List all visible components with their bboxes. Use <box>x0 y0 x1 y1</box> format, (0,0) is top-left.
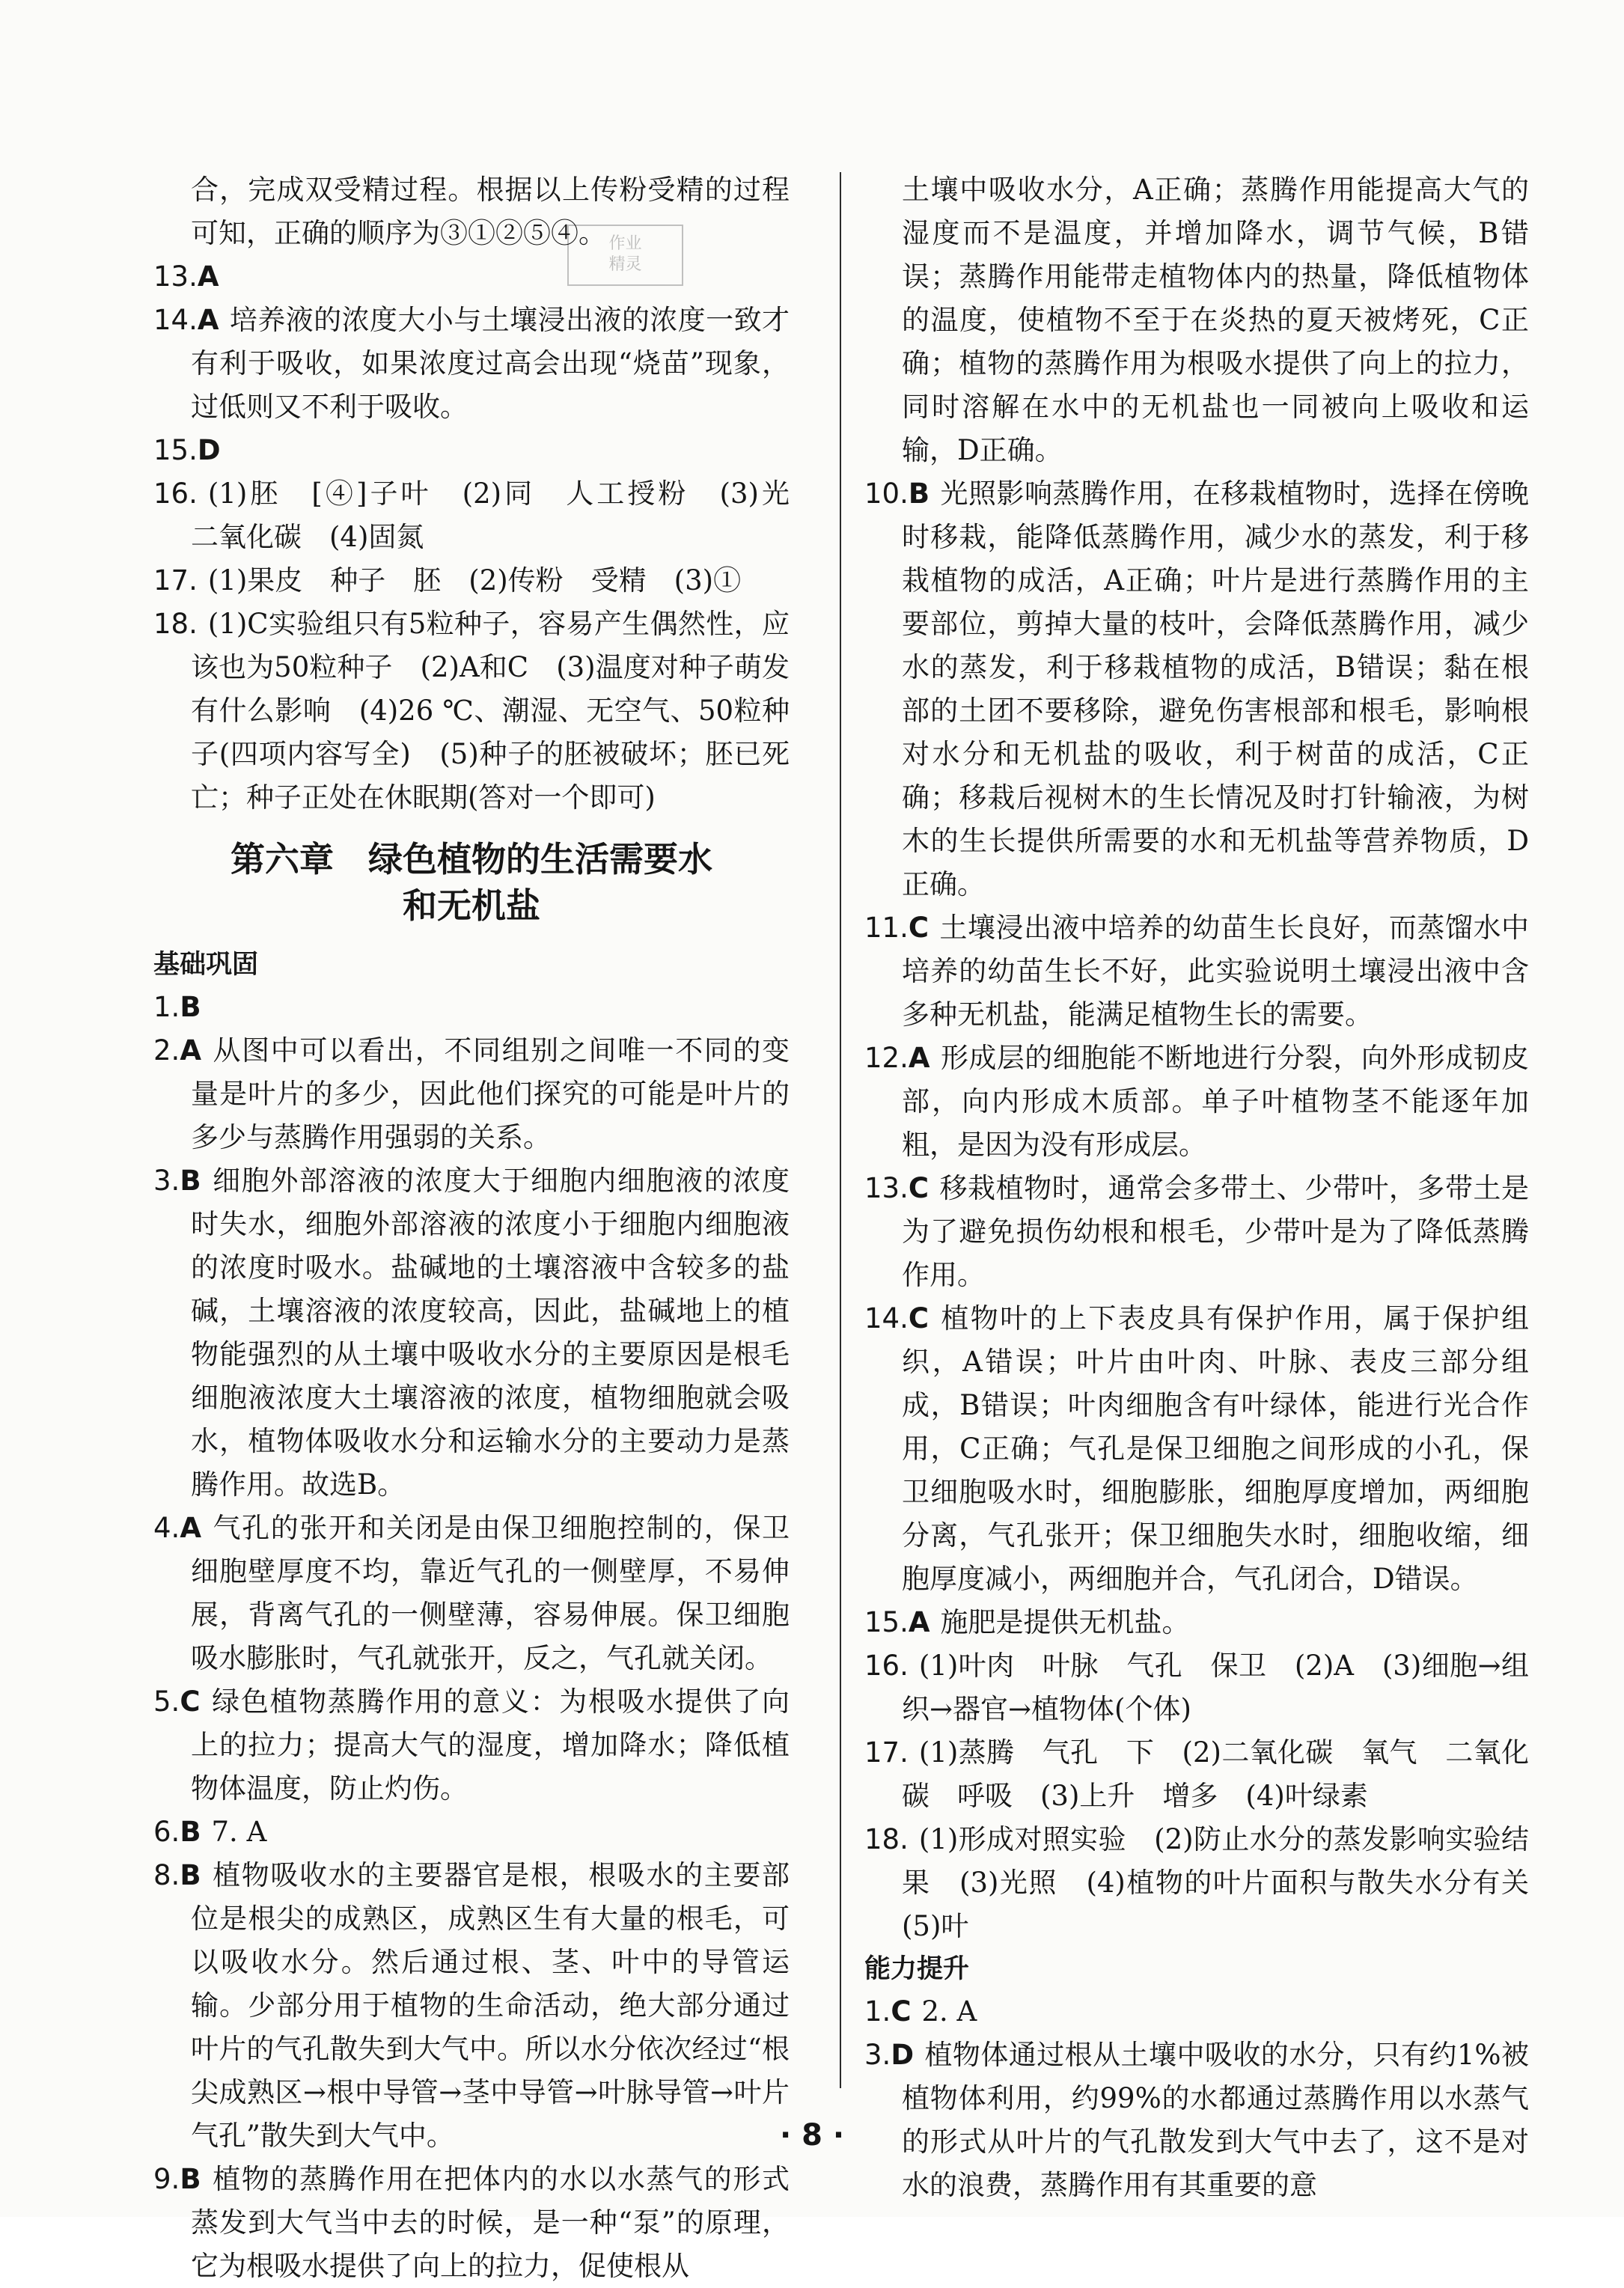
page-number: · 8 · <box>779 2118 845 2153</box>
answer-item: 3.D 植物体通过根从土壤中吸收的水分，只有约1%被植物体利用，约99%的水都通过蒸腾作用以水蒸气的形式从叶片的气孔散发到大气中去了，这不是对水的浪费，蒸腾作用有其重要的意 <box>864 2039 1529 2201</box>
chapter-title: 第六章 绿色植物的生活需要水 和无机盐 <box>231 839 712 926</box>
answer-item: 18. (1)形成对照实验 (2)防止水分的蒸发影响实验结果 (3)光照 (4)植物的叶片面积与散失水分有关 (5)叶 <box>864 1823 1557 1942</box>
answer-item: 14.C 植物叶的上下表皮具有保护作用，属于保护组织，A错误；叶片由叶肉、叶脉、表皮三部分组成，B错误；叶肉细胞含有叶绿体，能进行光合作用，C正确；气孔是保卫细胞之间形成的小孔，保卫细胞吸水时，细胞膨胀，细胞厚度增加，两细胞分离，气孔张开；保卫细胞失水时，细胞收缩，细胞厚度减小，两细胞并合，气孔闭合，D错误。 <box>864 1302 1529 1595</box>
answer-item: 2.A 从图中可以看出，不同组别之间唯一不同的变量是叶片的多少，因此他们探究的可能是叶片的多少与蒸腾作用强弱的关系。 <box>153 1034 790 1153</box>
answer-item: 6.B 7. A <box>153 1816 267 1848</box>
answer-item: 15.D <box>153 434 221 466</box>
answer-item: 5.C 绿色植物蒸腾作用的意义：为根吸水提供了向上的拉力；提高大气的湿度，增加降水；降低植物体温度，防止灼伤。 <box>153 1686 790 1805</box>
continued-answer: 合，完成双受精过程。根据以上传粉受精的过程可知，正确的顺序为③①②⑤④。 <box>191 174 790 249</box>
answer-item: 12.A 形成层的细胞能不断地进行分裂，向外形成韧皮部，向内形成木质部。单子叶植物茎不能逐年加粗，是因为没有形成层。 <box>864 1042 1529 1161</box>
answer-item: 14.A 培养液的浓度大小与土壤浸出液的浓度一致才有利于吸收，如果浓度过高会出现“烧苗”现象，过低则又不利于吸收。 <box>153 304 790 423</box>
answer-item: 13.A <box>153 260 219 293</box>
answer-item: 4.A 气孔的张开和关闭是由保卫细胞控制的，保卫细胞壁厚度不均，靠近气孔的一侧壁厚，不易伸展，背离气孔的一侧壁薄，容易伸展。保卫细胞吸水膨胀时，气孔就张开，反之，气孔就关闭。 <box>153 1512 790 1674</box>
answer-item: 17. (1)果皮 种子 胚 (2)传粉 受精 (3)① <box>153 564 742 597</box>
answer-item: 1.B <box>153 991 201 1023</box>
answer-item: 15.A 施肥是提供无机盐。 <box>864 1606 1190 1638</box>
section-heading-advanced: 能力提升 <box>864 1954 970 1984</box>
answer-item: 8.B 植物吸收水的主要器官是根，根吸水的主要部位是根尖的成熟区，成熟区生有大量的根毛，可以吸收水分。然后通过根、茎、叶中的导管运输。少部分用于植物的生命活动，绝大部分通过叶片的气孔散失到大气中。所以水分依次经过“根尖成熟区→根中导管→茎中导管→叶脉导管→叶片气孔”散失到大气中。 <box>153 1859 790 2152</box>
watermark-stamp: 作业 精灵 <box>567 225 683 286</box>
answer-item: 1.C 2. A <box>864 1995 977 2028</box>
continued-answer: 土壤中吸收水分，A正确；蒸腾作用能提高大气的湿度而不是温度，并增加降水，调节气候，B错误；蒸腾作用能带走植物体内的热量，降低植物体的温度，使植物不至于在炎热的夏天被烤死，C正确；植物的蒸腾作用为根吸水提供了向上的拉力，同时溶解在水中的无机盐也一同被向上吸收和运输，D正确。 <box>902 174 1529 466</box>
answer-item: 17. (1)蒸腾 气孔 下 (2)二氧化碳 氧气 二氧化碳 呼吸 (3)上升 增多 (4)叶绿素 <box>864 1736 1529 1812</box>
section-heading-basic: 基础巩固 <box>153 950 259 980</box>
column-divider <box>840 172 841 2088</box>
answer-item: 9.B 植物的蒸腾作用在把体内的水以水蒸气的形式蒸发到大气当中去的时候，是一种“泵”的原理，它为根吸水提供了向上的拉力，促使根从 <box>153 2163 790 2282</box>
left-column <box>153 168 817 2288</box>
answer-item: 18. (1)C实验组只有5粒种子，容易产生偶然性，应该也为50粒种子 (2)A和C (3)温度对种子萌发有什么影响 (4)26 ℃、潮湿、无空气、50粒种子(四项内容写全) (5)种子的胚被破坏；胚已死亡；种子正处在休眠期(答对一个即可) <box>153 608 790 814</box>
answer-item: 11.C 土壤浸出液中培养的幼苗生长良好，而蒸馏水中培养的幼苗生长不好，此实验说明土壤浸出液中含多种无机盐，能满足植物生长的需要。 <box>864 912 1529 1031</box>
answer-item: 10.B 光照影响蒸腾作用，在移栽植物时，选择在傍晚时移栽，能降低蒸腾作用，减少水的蒸发，利于移栽植物的成活，A正确；叶片是进行蒸腾作用的主要部位，剪掉大量的枝叶，会降低蒸腾作用，减少水的蒸发，利于移栽植物的成活，B错误；黏在根部的土团不要移除，避免伤害根部和根毛，影响根对水分和无机盐的吸收，利于树苗的成活，C正确；移栽后视树木的生长情况及时打针输液，为树木的生长提供所需要的水和无机盐等营养物质，D正确。 <box>864 478 1529 900</box>
answer-item: 13.C 移栽植物时，通常会多带土、少带叶，多带土是为了避免损伤幼根和根毛，少带叶是为了降低蒸腾作用。 <box>864 1172 1529 1291</box>
answer-item: 16. (1)叶肉 叶脉 气孔 保卫 (2)A (3)细胞→组织→器官→植物体(个体) <box>864 1650 1529 1725</box>
answer-item: 16. (1)胚 [④]子叶 (2)同 人工授粉 (3)光 二氧化碳 (4)固氮 <box>153 478 817 553</box>
right-column <box>864 168 1557 2207</box>
answer-item: 3.B 细胞外部溶液的浓度大于细胞内细胞液的浓度时失水，细胞外部溶液的浓度小于细胞内细胞液的浓度时吸水。盐碱地的土壤溶液中含较多的盐碱，土壤溶液的浓度较高，因此，盐碱地上的植物能强烈的从土壤中吸收水分的主要原因是根毛细胞液浓度大土壤溶液的浓度，植物细胞就会吸水，植物体吸收水分和运输水分的主要动力是蒸腾作用。故选B。 <box>153 1165 790 1501</box>
